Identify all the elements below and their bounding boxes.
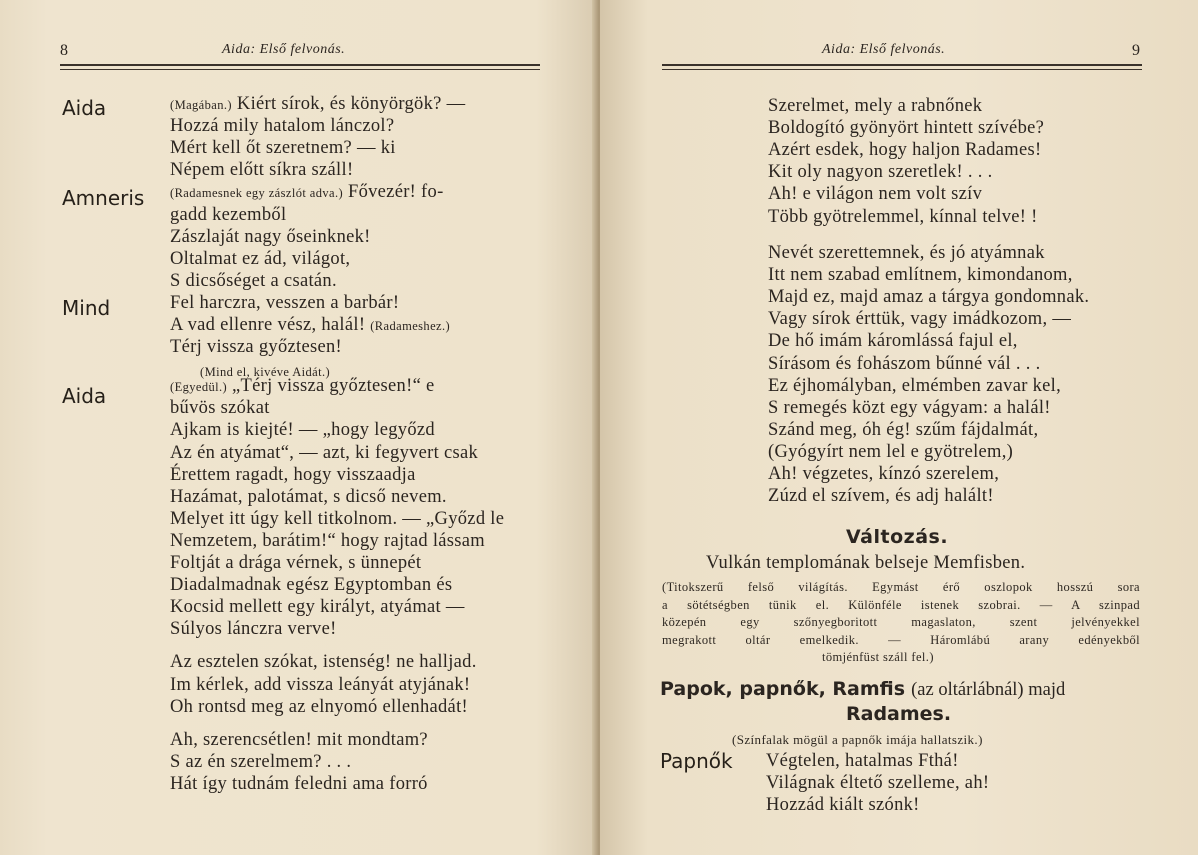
chorus-line: Hozzád kiált szónk! xyxy=(766,795,920,816)
verse-line xyxy=(170,420,435,441)
speaker-aida: Aida xyxy=(62,96,107,120)
speaker-aida-2: Aida xyxy=(62,384,107,408)
verse-line xyxy=(170,774,428,795)
verse-text: Zászlaját nagy őseinknek! xyxy=(170,226,371,247)
verse-text: gadd kezemből xyxy=(170,204,287,225)
verse-line xyxy=(170,465,416,486)
verse-line xyxy=(170,443,478,464)
verse-text: Fel harczra, vesszen a barbár! xyxy=(170,292,400,313)
stanza1-line: Boldogító gyönyört hintett szívébe? xyxy=(768,118,1045,139)
stanza2-line: Nevét szerettemnek, és jó atyámnak xyxy=(768,243,1045,263)
verse-text: Az én atyámat“, — azt, ki fegyvert csak xyxy=(170,442,479,463)
entrance-names: Papok, papnők, Ramfis xyxy=(660,678,906,700)
verse-text: Melyet itt úgy kell titkolnom. — „Győzd le xyxy=(170,508,505,529)
verse-text: Népem előtt síkra száll! xyxy=(170,160,354,181)
verse-text: Hát így tudnám feledni ama forró xyxy=(170,773,428,794)
verse-text: Hazámat, palotámat, s dicső nevem. xyxy=(170,486,447,507)
verse-line xyxy=(170,597,465,618)
stanza2-line: Sírásom és fohászom bűnné vál . . . xyxy=(768,353,1041,374)
stanza2-line: Itt nem szabad említnem, kimondanom, xyxy=(768,265,1073,286)
verse-line xyxy=(170,160,353,181)
verse-text: Nemzetem, barátim!“ hogy rajtad lássam xyxy=(170,530,485,551)
verse-text: Súlyos lánczra verve! xyxy=(170,619,337,640)
entrance-paren: (az oltárlábnál) majd xyxy=(911,680,1066,700)
left-running-head: Aida: Első felvonás. xyxy=(222,42,346,57)
verse-text: Térj vissza győztesen! xyxy=(170,337,343,358)
scene-desc-line: (Titokszerű felső világítás. Egymást érő oszlopok hosszú sora xyxy=(662,580,1140,594)
offstage-note: (Színfalak mögül a papnők imája hallatszik.) xyxy=(732,732,983,747)
verse-line xyxy=(170,337,342,358)
verse-text: Oh rontsd meg az elnyomó ellenhadát! xyxy=(170,696,468,717)
verse-text: Foltját a drága vérnek, s ünnepét xyxy=(170,553,422,573)
right-page xyxy=(600,0,1198,855)
speaker-papnok: Papnők xyxy=(660,749,733,773)
stanza1-line: Kit oly nagyon szeretlek! . . . xyxy=(768,162,993,183)
verse-line xyxy=(170,752,351,773)
stanza2-line: Vagy sírok érttük, vagy imádkozom, — xyxy=(768,309,1072,330)
stanza2-line: Zúzd el szívem, és adj halált! xyxy=(768,486,994,507)
scene-heading: Változás. xyxy=(846,526,949,548)
speaker-amneris: Amneris xyxy=(62,186,145,210)
verse-text: „Térj vissza győztesen!“ e xyxy=(232,376,435,397)
verse-line xyxy=(170,487,447,508)
chorus-line: Világnak éltető szelleme, ah! xyxy=(766,773,990,794)
verse-line xyxy=(170,293,399,314)
verse-text: Diadalmadnak egész Egyptomban és xyxy=(170,575,453,596)
stanza2-line: De hő imám káromlássá fajul el, xyxy=(768,331,1018,352)
verse-line xyxy=(170,398,270,419)
stage-direction: (Mind el, kivéve Aidát.) xyxy=(200,365,331,380)
header-rule xyxy=(662,64,1142,66)
scene-desc-line: a sötétségben tünik el. Különféle istenek szobrai. — A szinpad xyxy=(662,597,1140,612)
right-running-head: Aida: Első felvonás. xyxy=(822,42,946,57)
stanza1-line: Azért esdek, hogy haljon Radames! xyxy=(768,140,1042,161)
verse-line xyxy=(170,315,450,336)
verse-text: Mért kell őt szeretnem? — ki xyxy=(170,138,396,159)
header-rule xyxy=(60,64,540,66)
verse-line xyxy=(170,182,444,203)
stanza1-line: Ah! e világon nem volt szív xyxy=(768,184,983,205)
verse-line xyxy=(170,619,337,640)
stanza2-line: Majd ez, majd amaz a tárgya gondomnak. xyxy=(768,287,1090,308)
verse-line xyxy=(170,138,396,159)
verse-text: Oltalmat ez ád, világot, xyxy=(170,248,351,269)
verse-line xyxy=(170,116,394,137)
stanza2-line: Szánd meg, óh ég! szűm fájdalmát, xyxy=(768,419,1039,440)
verse-text: Kiért sírok, és könyörgök? — xyxy=(236,94,466,114)
chorus-line: Végtelen, hatalmas Fthá! xyxy=(766,751,959,771)
scene-desc-line: tömjénfüst száll fel.) xyxy=(822,650,934,665)
entrance-radames: Radames. xyxy=(846,703,952,725)
left-page-number: 8 xyxy=(60,42,68,59)
stanza1-line: Több gyötrelemmel, kínnal telve! ! xyxy=(768,206,1038,227)
verse-text: Hozzá mily hatalom lánczol? xyxy=(170,116,395,137)
right-page-number: 9 xyxy=(1132,42,1140,59)
verse-line xyxy=(170,553,421,574)
stage-direction: (Radamesnek egy zászlót adva.) xyxy=(170,186,344,201)
stage-direction: (Egyedül.) xyxy=(170,380,228,395)
verse-text: bűvös szókat xyxy=(170,398,270,419)
stanza2-line: (Gyógyírt nem lel e gyötrelem,) xyxy=(768,441,1014,462)
verse-line xyxy=(170,376,435,397)
scene-desc-line: megrakott oltár emelkedik. — Háromlábú arany edényekből xyxy=(662,632,1140,647)
verse-line xyxy=(170,227,371,248)
verse-text: Az esztelen szókat, istenség! ne halljad. xyxy=(170,652,477,673)
verse-line xyxy=(170,675,470,696)
verse-text: Fővezér! fo- xyxy=(347,182,444,203)
verse-line xyxy=(170,730,428,751)
scene-location: Vulkán templomának belseje Memfisben. xyxy=(706,553,1026,573)
stanza2-line: Ez éjhomályban, elmémben zavar kel, xyxy=(768,375,1062,396)
verse-text: Ah, szerencsétlen! mit mondtam? xyxy=(170,729,428,750)
verse-text: Ajkam is kiejté! — „hogy legyőzd xyxy=(170,420,435,441)
verse-text: S az én szerelmem? . . . xyxy=(170,751,352,772)
stanza1-line: Szerelmet, mely a rabnőnek xyxy=(768,96,983,116)
verse-line xyxy=(170,249,350,270)
verse-text: Kocsid mellett egy királyt, atyámat — xyxy=(170,597,465,618)
verse-line xyxy=(170,531,485,552)
header-rule-thin xyxy=(60,69,540,70)
verse-line xyxy=(170,652,477,673)
verse-line xyxy=(170,271,337,292)
verse-line xyxy=(170,697,468,718)
left-page xyxy=(0,0,596,855)
stanza2-line: Ah! végzetes, kínzó szerelem, xyxy=(768,464,1000,484)
verse-line xyxy=(170,205,286,226)
entrance-line xyxy=(660,678,1065,701)
scene-desc-line: közepén egy szőnyegboritott magaslaton, szent jelvényekkel xyxy=(662,615,1140,630)
stage-direction: (Magában.) xyxy=(170,98,232,112)
verse-text: Im kérlek, add vissza leányát atyjának! xyxy=(170,674,471,695)
verse-text: Érettem ragadt, hogy visszaadja xyxy=(170,464,416,485)
stanza2-line: S remegés közt egy vágyam: a halál! xyxy=(768,397,1051,418)
verse-line xyxy=(170,94,465,115)
verse-text: S dicsőséget a csatán. xyxy=(170,270,337,291)
verse-line xyxy=(170,509,504,530)
speaker-mind: Mind xyxy=(62,296,111,320)
verse-line xyxy=(170,575,452,596)
stage-direction: (Radameshez.) xyxy=(370,319,451,333)
verse-text: A vad ellenre vész, halál! xyxy=(170,315,366,335)
header-rule-thin xyxy=(662,69,1142,70)
